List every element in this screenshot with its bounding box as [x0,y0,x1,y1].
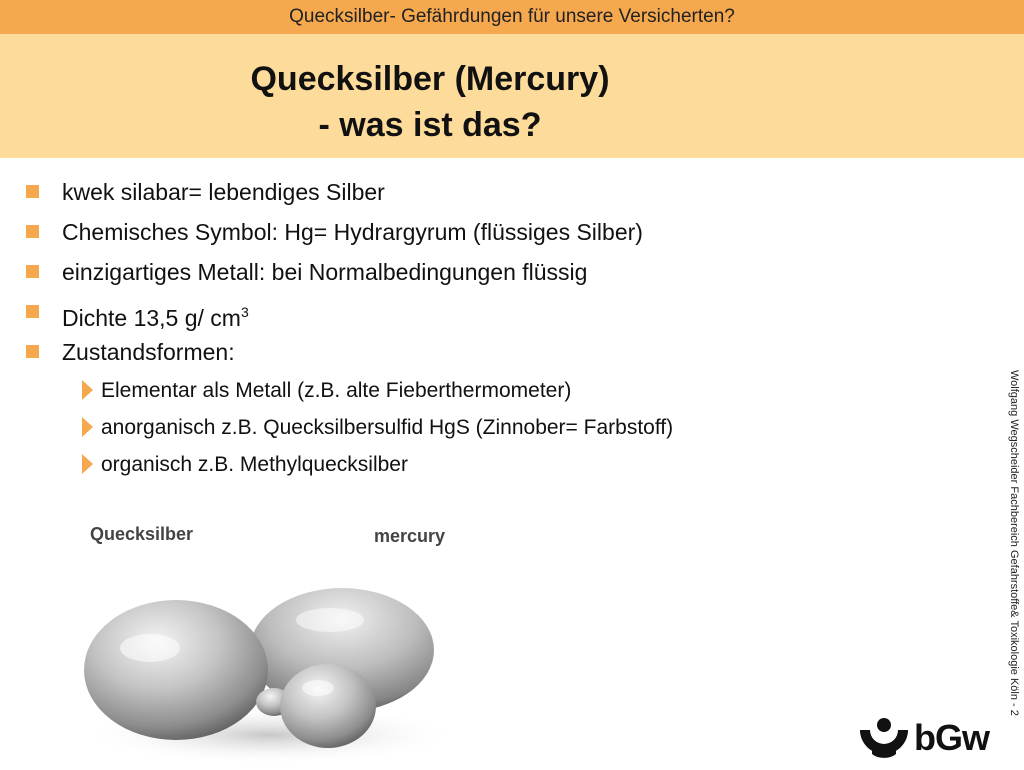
header-subject: Quecksilber- Gefährdungen für unsere Versicherten? [289,6,735,27]
mercury-photo [80,510,470,765]
bullet-text: Chemisches Symbol: Hg= Hydrargyrum (flüssiges Silber) [62,219,643,245]
title-line-1: Quecksilber (Mercury) [250,60,610,98]
bullet-text: kwek silabar= lebendiges Silber [62,179,385,205]
bullet-item [22,252,922,292]
side-author-text: Wolfgang Wegscheider Fachbereich Gefahrstoffe& Toxikologie Köln - 2 [1008,370,1020,716]
sub-bullet-item [22,409,922,446]
photo-label-left: Quecksilber [90,524,194,544]
sub-bullet-text: anorganisch z.B. Quecksilbersulfid HgS (Zinnober= Farbstoff) [101,416,674,439]
square-bullet-icon [26,305,39,318]
bgw-figure-icon [858,716,910,760]
bullet-item [22,172,922,212]
sub-bullet-item [22,446,922,483]
bullet-text: einzigartiges Metall: bei Normalbedingungen flüssig [62,259,588,285]
sub-bullet-text: Elementar als Metall (z.B. alte Fieberthermometer) [101,379,572,402]
logo-text: bGw [914,717,989,758]
triangle-bullet-icon [82,454,93,474]
bullet-item [22,332,922,372]
triangle-bullet-icon [82,417,93,437]
triangle-bullet-icon [82,380,93,400]
bullet-text: Zustandsformen: [62,339,235,365]
bgw-logo [858,716,988,760]
title-line-2: - was ist das? [318,106,542,144]
bullet-list [22,172,922,483]
bullet-text: Dichte 13,5 g/ cm [62,305,241,331]
square-bullet-icon [26,225,39,238]
sub-bullet-text: organisch z.B. Methylquecksilber [101,453,408,476]
photo-label-right: mercury [374,526,446,546]
square-bullet-icon [26,185,39,198]
sub-bullet-item [22,372,922,409]
superscript: 3 [240,304,249,320]
header-bar [0,0,1024,34]
square-bullet-icon [26,345,39,358]
bullet-item [22,292,922,332]
mercury-droplets-image [80,510,470,765]
slide-title [0,56,860,148]
square-bullet-icon [26,265,39,278]
bullet-item [22,212,922,252]
